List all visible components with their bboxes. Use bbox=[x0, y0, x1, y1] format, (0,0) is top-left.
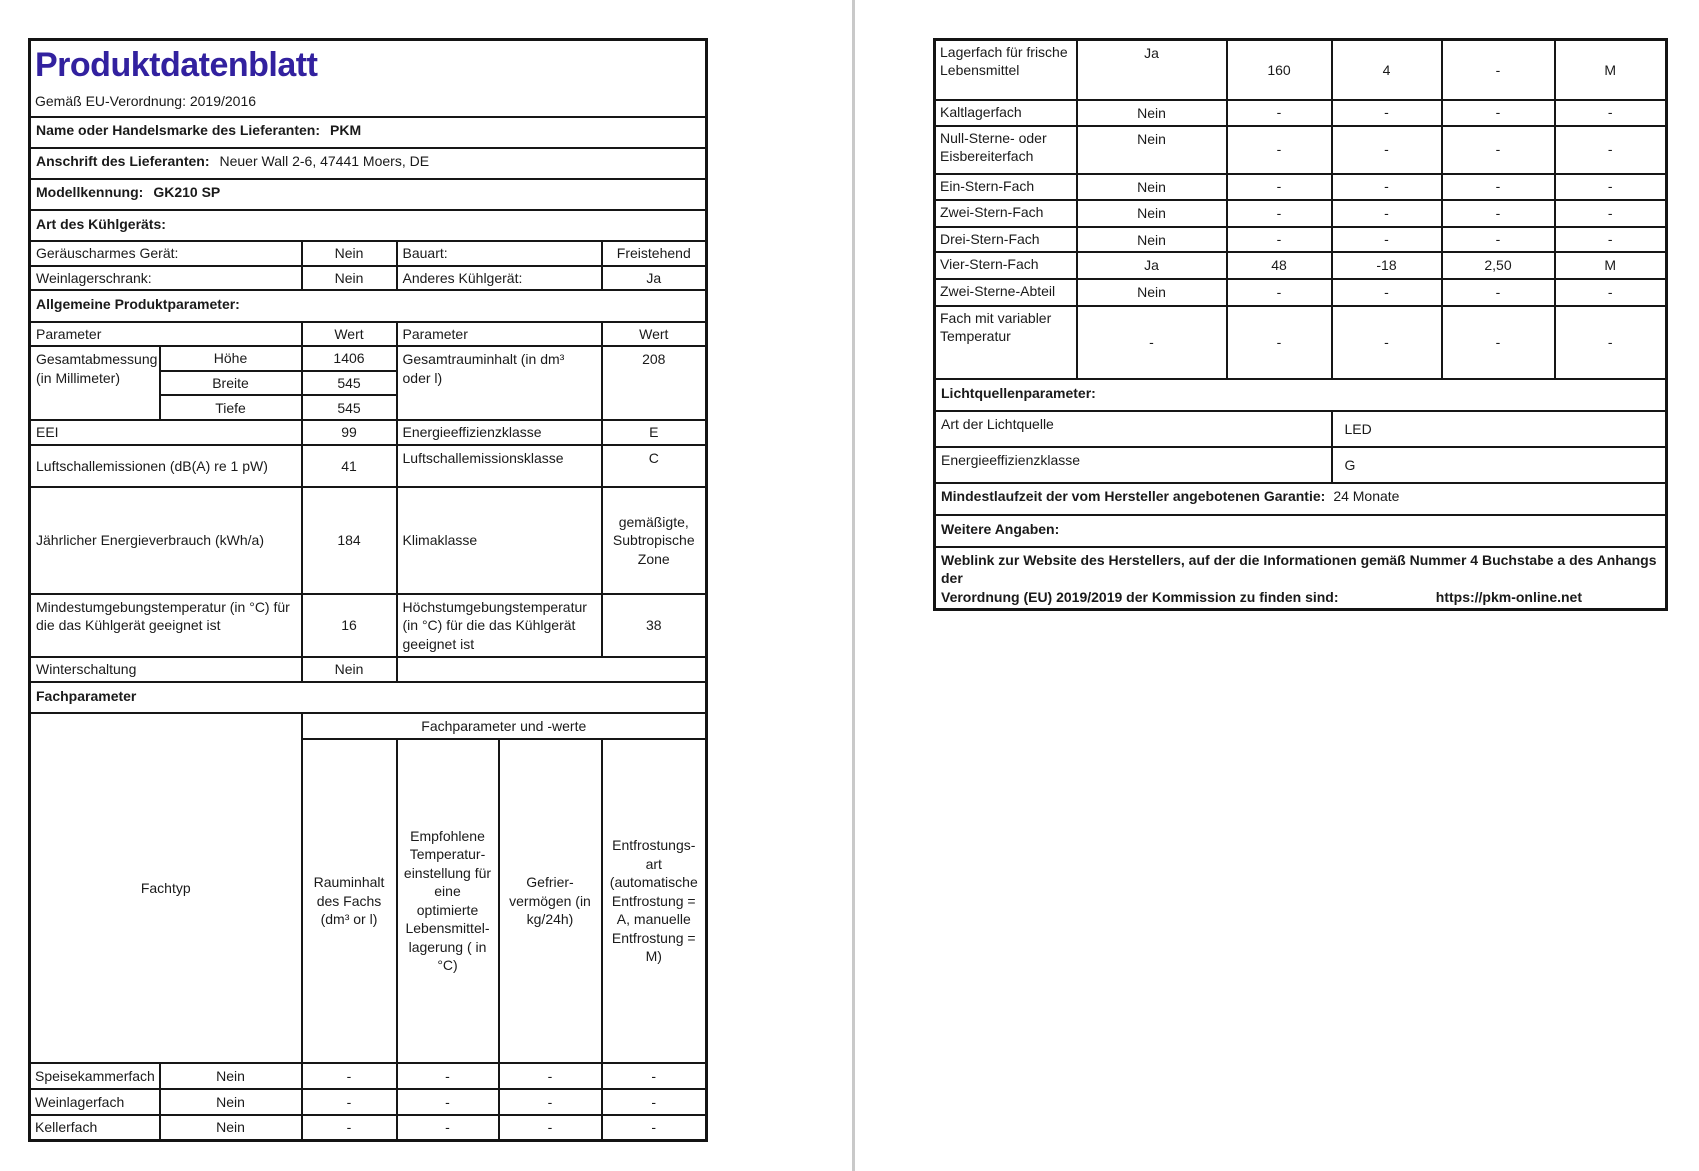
type-section-heading: Art des Kühlgeräts: bbox=[30, 210, 707, 241]
light-source-row bbox=[935, 411, 1667, 447]
product-datasheet-table-left bbox=[28, 38, 708, 1142]
compartment-type: Lagerfach für frische Lebensmittel bbox=[935, 40, 1077, 100]
wine-cabinet-row bbox=[30, 266, 707, 290]
compartment-type: Zwei-Stern-Fach bbox=[935, 200, 1077, 227]
model-cell bbox=[30, 179, 707, 210]
compartment-value: -18 bbox=[1332, 252, 1442, 279]
compartment-value: 4 bbox=[1332, 40, 1442, 100]
freeze-column-header: Gefrier-vermögen (in kg/24h) bbox=[499, 739, 602, 1063]
warranty-label: Mindestlaufzeit der vom Hersteller angebotenen Garantie: bbox=[941, 487, 1326, 504]
row-value: 184 bbox=[302, 487, 397, 594]
compartment-value: - bbox=[602, 1115, 707, 1141]
zero-star-row bbox=[935, 126, 1667, 174]
title-block bbox=[30, 40, 707, 117]
compartment-value: - bbox=[302, 1063, 397, 1089]
compartment-value: - bbox=[1227, 174, 1332, 200]
dimension-name: Tiefe bbox=[160, 395, 302, 420]
compartment-type: Ein-Stern-Fach bbox=[935, 174, 1077, 200]
row-value: C bbox=[602, 445, 707, 487]
compartment-value: - bbox=[1332, 227, 1442, 252]
compartment-type: Drei-Stern-Fach bbox=[935, 227, 1077, 252]
row-label: Energieeffizienzklasse bbox=[397, 420, 602, 444]
eei-row bbox=[30, 420, 707, 444]
light-section-heading: Lichtquellenparameter: bbox=[935, 379, 1667, 411]
column-header: Wert bbox=[602, 322, 707, 346]
row-label: Luftschallemissionen (dB(A) re 1 pW) bbox=[30, 445, 302, 487]
compartment-value: - bbox=[1442, 126, 1555, 174]
row-label: Anderes Kühlgerät: bbox=[397, 266, 602, 290]
compartment-value: - bbox=[602, 1089, 707, 1115]
compartment-value: - bbox=[1227, 100, 1332, 126]
compartment-value: - bbox=[302, 1089, 397, 1115]
weblink-row bbox=[935, 547, 1667, 610]
temp-column-header: Empfohlene Temperatur-einstellung für eine optimierte Lebensmittel-lagerung ( in °C) bbox=[397, 739, 499, 1063]
compartment-value: 2,50 bbox=[1442, 252, 1555, 279]
row-label: Winterschaltung bbox=[30, 657, 302, 682]
compartment-present: Nein bbox=[1077, 174, 1227, 200]
compartment-value: - bbox=[397, 1115, 499, 1141]
compartment-value: 48 bbox=[1227, 252, 1332, 279]
supplier-name-value: PKM bbox=[330, 121, 362, 138]
compartment-present: Nein bbox=[160, 1089, 302, 1115]
param-header-row bbox=[30, 322, 707, 346]
two-star-row bbox=[935, 200, 1667, 227]
one-star-row bbox=[935, 174, 1667, 200]
row-label: Jährlicher Energieverbrauch (kWh/a) bbox=[30, 487, 302, 594]
fresh-food-compartment-row bbox=[935, 40, 1667, 100]
volume-column-header: Rauminhalt des Fachs (dm³ or l) bbox=[302, 739, 397, 1063]
compartment-group-header-row bbox=[30, 713, 707, 739]
compartment-value: - bbox=[499, 1089, 602, 1115]
compartment-present: Nein bbox=[1077, 200, 1227, 227]
model-value: GK210 SP bbox=[153, 183, 221, 200]
compartment-value: - bbox=[1442, 306, 1555, 379]
supplier-name-label: Name oder Handelsmarke des Lieferanten: bbox=[36, 121, 320, 138]
warranty-value: 24 Monate bbox=[1333, 487, 1400, 504]
compartment-value: - bbox=[1555, 174, 1667, 200]
compartment-value: - bbox=[1227, 227, 1332, 252]
compartment-value: - bbox=[1227, 279, 1332, 306]
light-heading-row bbox=[935, 379, 1667, 411]
compartment-value: - bbox=[1332, 126, 1442, 174]
two-star-section-row bbox=[935, 279, 1667, 306]
weblink-cell bbox=[935, 547, 1667, 610]
compartment-value: M bbox=[1555, 252, 1667, 279]
cellar-compartment-row bbox=[30, 1115, 707, 1141]
row-label: Bauart: bbox=[397, 241, 602, 266]
model-row bbox=[30, 179, 707, 210]
compartment-value: - bbox=[1332, 200, 1442, 227]
supplier-name-row bbox=[30, 117, 707, 148]
noise-row bbox=[30, 445, 707, 487]
compartment-type: Null-Sterne- oder Eisbereiterfach bbox=[935, 126, 1077, 174]
page-title: Produktdatenblatt bbox=[35, 46, 318, 84]
compartment-value: - bbox=[1442, 279, 1555, 306]
dimension-value: 1406 bbox=[302, 346, 397, 370]
compartment-value: - bbox=[397, 1063, 499, 1089]
row-label: Geräuscharmes Gerät: bbox=[30, 241, 302, 266]
supplier-address-value: Neuer Wall 2-6, 47441 Moers, DE bbox=[219, 152, 430, 169]
row-value: Nein bbox=[302, 657, 397, 682]
row-value: LED bbox=[1332, 411, 1667, 447]
compartment-present: Ja bbox=[1077, 40, 1227, 100]
wine-compartment-row bbox=[30, 1089, 707, 1115]
compartment-value: - bbox=[499, 1063, 602, 1089]
compartment-value: - bbox=[1555, 227, 1667, 252]
general-section-heading: Allgemeine Produktparameter: bbox=[30, 290, 707, 322]
empty-cell bbox=[397, 657, 707, 682]
model-label: Modellkennung: bbox=[36, 183, 144, 200]
weblink-url: https://pkm-online.net bbox=[1435, 588, 1582, 605]
compartment-value: - bbox=[1442, 200, 1555, 227]
row-label: EEI bbox=[30, 420, 302, 444]
defrost-column-header: Entfrostungs-art (automatische Entfrostung = A, manuelle Entfrostung = M) bbox=[602, 739, 707, 1063]
total-volume-value: 208 bbox=[602, 346, 707, 420]
compartment-present: Nein bbox=[1077, 279, 1227, 306]
variable-temp-row bbox=[935, 306, 1667, 379]
compartment-value: - bbox=[1332, 100, 1442, 126]
compartment-value: - bbox=[1555, 126, 1667, 174]
compartment-value: - bbox=[1227, 126, 1332, 174]
light-efficiency-row bbox=[935, 447, 1667, 483]
pantry-compartment-row bbox=[30, 1063, 707, 1089]
weblink-text-line1: Weblink zur Website des Herstellers, auf der die Informationen gemäß Nummer 4 Buchstabe a des Anhangs der bbox=[941, 551, 1657, 587]
compartment-value: - bbox=[1227, 306, 1332, 379]
dimension-name: Breite bbox=[160, 371, 302, 395]
total-volume-label: Gesamtrauminhalt (in dm³ oder l) bbox=[397, 346, 602, 420]
dimension-value: 545 bbox=[302, 371, 397, 395]
row-value: 16 bbox=[302, 594, 397, 657]
supplier-address-row bbox=[30, 148, 707, 179]
compartment-present: - bbox=[1077, 306, 1227, 379]
row-value: 38 bbox=[602, 594, 707, 657]
compartment-value: - bbox=[1442, 174, 1555, 200]
page-divider bbox=[852, 0, 855, 1171]
column-header: Parameter bbox=[30, 322, 302, 346]
compartment-section-heading: Fachparameter bbox=[30, 682, 707, 713]
compartment-value: 160 bbox=[1227, 40, 1332, 100]
compartment-type: Kellerfach bbox=[30, 1115, 160, 1141]
winter-setting-row bbox=[30, 657, 707, 682]
three-star-row bbox=[935, 227, 1667, 252]
compartment-value: - bbox=[1442, 227, 1555, 252]
row-label: Art der Lichtquelle bbox=[935, 411, 1332, 447]
compartment-value: - bbox=[499, 1115, 602, 1141]
column-header: Parameter bbox=[397, 322, 602, 346]
compartment-heading-row bbox=[30, 682, 707, 713]
cold-storage-row bbox=[935, 100, 1667, 126]
compartment-type: Speisekammerfach bbox=[30, 1063, 160, 1089]
compartment-value: - bbox=[1555, 200, 1667, 227]
compartment-present: Nein bbox=[1077, 227, 1227, 252]
dimension-row-height bbox=[30, 346, 707, 370]
compartment-value: - bbox=[1442, 100, 1555, 126]
compartment-value: - bbox=[602, 1063, 707, 1089]
compartment-value: - bbox=[1332, 174, 1442, 200]
compartment-value: M bbox=[1555, 40, 1667, 100]
row-label: Luftschallemissionsklasse bbox=[397, 445, 602, 487]
four-star-row bbox=[935, 252, 1667, 279]
compartment-present: Nein bbox=[1077, 100, 1227, 126]
supplier-name-cell bbox=[30, 117, 707, 148]
row-value: G bbox=[1332, 447, 1667, 483]
supplier-address-label: Anschrift des Lieferanten: bbox=[36, 152, 210, 169]
quiet-device-row bbox=[30, 241, 707, 266]
row-value: E bbox=[602, 420, 707, 444]
energy-consumption-row bbox=[30, 487, 707, 594]
row-value: Nein bbox=[302, 241, 397, 266]
row-label: Weinlagerschrank: bbox=[30, 266, 302, 290]
product-datasheet-table-right bbox=[933, 38, 1668, 611]
compartment-type: Weinlagerfach bbox=[30, 1089, 160, 1115]
row-label: Mindestumgebungstemperatur (in °C) für die das Kühlgerät geeignet ist bbox=[30, 594, 302, 657]
compartment-value: - bbox=[1555, 306, 1667, 379]
row-label: Klimaklasse bbox=[397, 487, 602, 594]
dimension-value: 545 bbox=[302, 395, 397, 420]
dimensions-label: Gesamtabmessung (in Millimeter) bbox=[30, 346, 160, 420]
compartment-type: Fach mit variabler Temperatur bbox=[935, 306, 1077, 379]
row-value: Nein bbox=[302, 266, 397, 290]
row-value: 99 bbox=[302, 420, 397, 444]
compartment-present: Ja bbox=[1077, 252, 1227, 279]
row-value: 41 bbox=[302, 445, 397, 487]
compartment-present: Nein bbox=[160, 1115, 302, 1141]
compartment-type: Kaltlagerfach bbox=[935, 100, 1077, 126]
warranty-cell bbox=[935, 483, 1667, 515]
compartment-value: - bbox=[1227, 200, 1332, 227]
title-row bbox=[30, 40, 707, 117]
compartment-value: - bbox=[1555, 279, 1667, 306]
compartment-present: Nein bbox=[1077, 126, 1227, 174]
row-value: Freistehend bbox=[602, 241, 707, 266]
column-header: Wert bbox=[302, 322, 397, 346]
more-info-row bbox=[935, 515, 1667, 547]
row-value: Ja bbox=[602, 266, 707, 290]
type-heading-row bbox=[30, 210, 707, 241]
compartment-value: - bbox=[1332, 279, 1442, 306]
compartment-type-header: Fachtyp bbox=[30, 713, 302, 1063]
compartment-group-header: Fachparameter und -werte bbox=[302, 713, 707, 739]
compartment-value: - bbox=[302, 1115, 397, 1141]
page-subtitle: Gemäß EU-Verordnung: 2019/2016 bbox=[35, 93, 257, 110]
weblink-text-line2: Verordnung (EU) 2019/2019 der Kommission zu finden sind: bbox=[941, 588, 1339, 605]
row-label: Höchstumgebungstemperatur (in °C) für die das Kühlgerät geeignet ist bbox=[397, 594, 602, 657]
compartment-value: - bbox=[1442, 40, 1555, 100]
warranty-row bbox=[935, 483, 1667, 515]
compartment-value: - bbox=[1555, 100, 1667, 126]
compartment-present: Nein bbox=[160, 1063, 302, 1089]
compartment-value: - bbox=[397, 1089, 499, 1115]
compartment-value: - bbox=[1332, 306, 1442, 379]
row-value: gemäßigte, Subtropische Zone bbox=[602, 487, 707, 594]
compartment-type: Vier-Stern-Fach bbox=[935, 252, 1077, 279]
general-heading-row bbox=[30, 290, 707, 322]
dimension-name: Höhe bbox=[160, 346, 302, 370]
compartment-type: Zwei-Sterne-Abteil bbox=[935, 279, 1077, 306]
row-label: Energieeffizienzklasse bbox=[935, 447, 1332, 483]
ambient-temp-row bbox=[30, 594, 707, 657]
supplier-address-cell bbox=[30, 148, 707, 179]
more-info-heading: Weitere Angaben: bbox=[935, 515, 1667, 547]
